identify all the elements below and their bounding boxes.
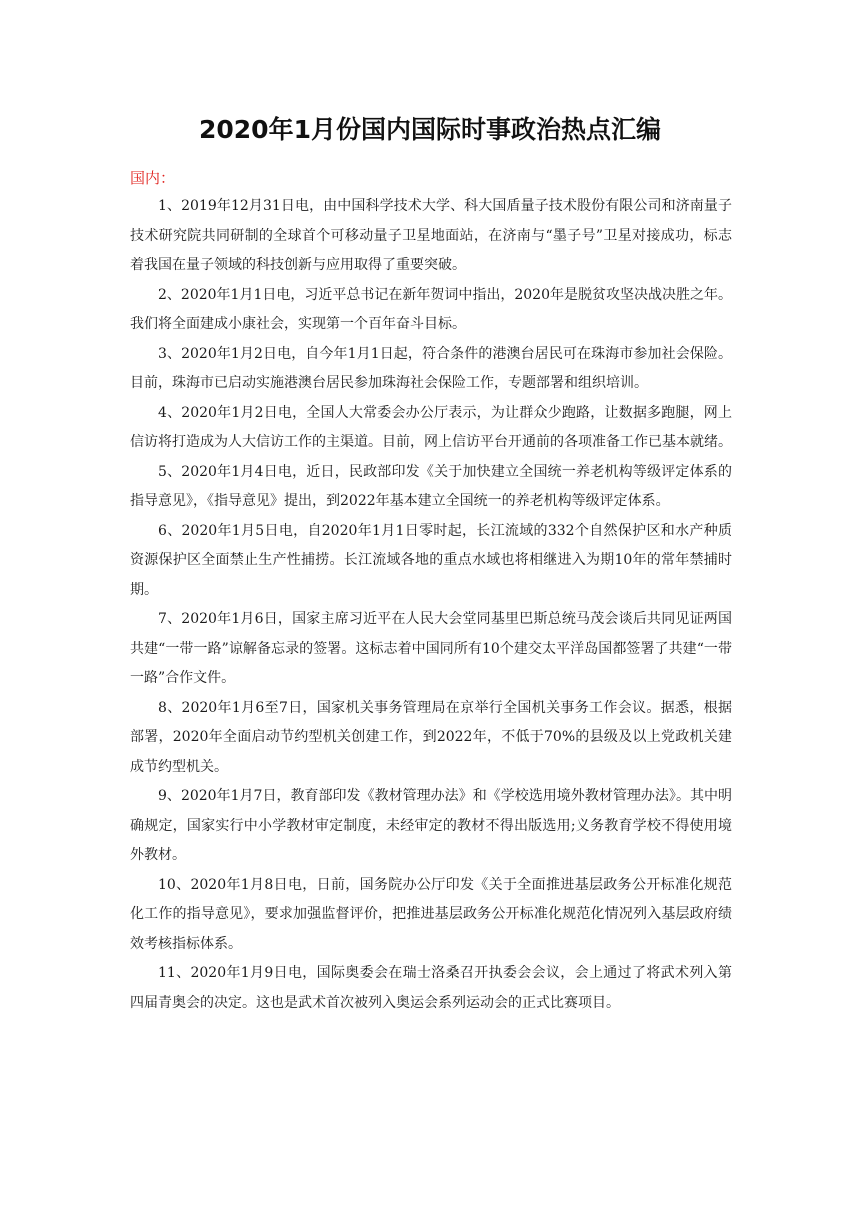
news-item: 11、2020年1月9日电，国际奥委会在瑞士洛桑召开执委会会议，会上通过了将武术列入第四届青奥会的决定。这也是武术首次被列入奥运会系列运动会的正式比赛项目。 (130, 965, 732, 1011)
page-title: 2020年1月份国内国际时事政治热点汇编 (199, 115, 661, 144)
news-item: 1、2019年12月31日电，由中国科学技术大学、科大国盾量子技术股份有限公司和济南量子技术研究院共同研制的全球首个可移动量子卫星地面站，在济南与“墨子号”卫星对接成功，标志着我国在量子领域的科技创新与应用取得了重要突破。 (130, 198, 732, 273)
section-label-domestic: 国内： (130, 169, 176, 187)
news-item: 5、2020年1月4日电，近日，民政部印发《关于加快建立全国统一养老机构等级评定体系的指导意见》，《指导意见》提出，到2022年基本建立全国统一的养老机构等级评定体系。 (130, 463, 732, 509)
news-item: 4、2020年1月2日电，全国人大常委会办公厅表示，为让群众少跑路，让数据多跑腿，网上信访将打造成为人大信访工作的主渠道。目前，网上信访平台开通前的各项准备工作已基本就绪。 (130, 404, 732, 450)
news-item: 10、2020年1月8日电，日前，国务院办公厅印发《关于全面推进基层政务公开标准化规范化工作的指导意见》，要求加强监督评价，把推进基层政务公开标准化规范化情况列入基层政府绩效考核指标体系。 (130, 876, 732, 952)
news-item: 6、2020年1月5日电，自2020年1月1日零时起，长江流域的332个自然保护区和水产种质资源保护区全面禁止生产性捕捞。长江流域各地的重点水域也将相继进入为期10年的常年禁捕时期。 (130, 522, 732, 598)
news-item: 9、2020年1月7日，教育部印发《教材管理办法》和《学校选用境外教材管理办法》。其中明确规定，国家实行中小学教材审定制度，未经审定的教材不得出版选用;义务教育学校不得使用境外教材。 (130, 788, 732, 863)
news-item: 3、2020年1月2日电，自今年1月1日起，符合条件的港澳台居民可在珠海市参加社会保险。目前，珠海市已启动实施港澳台居民参加珠海社会保险工作，专题部署和组织培训。 (130, 345, 732, 391)
news-item: 2、2020年1月1日电，习近平总书记在新年贺词中指出，2020年是脱贫攻坚决战决胜之年。我们将全面建成小康社会，实现第一个百年奋斗目标。 (130, 286, 732, 332)
news-list (130, 192, 732, 1018)
news-item: 7、2020年1月6日，国家主席习近平在人民大会堂同基里巴斯总统马茂会谈后共同见证两国共建“一带一路”谅解备忘录的签署。这标志着中国同所有10个建交太平洋岛国都签署了共建“一带一路”合作文件。 (130, 611, 732, 686)
news-item: 8、2020年1月6至7日，国家机关事务管理局在京举行全国机关事务工作会议。据悉，根据部署，2020年全面启动节约型机关创建工作，到2022年，不低于70%的县级及以上党政机关建成节约型机关。 (130, 699, 732, 775)
